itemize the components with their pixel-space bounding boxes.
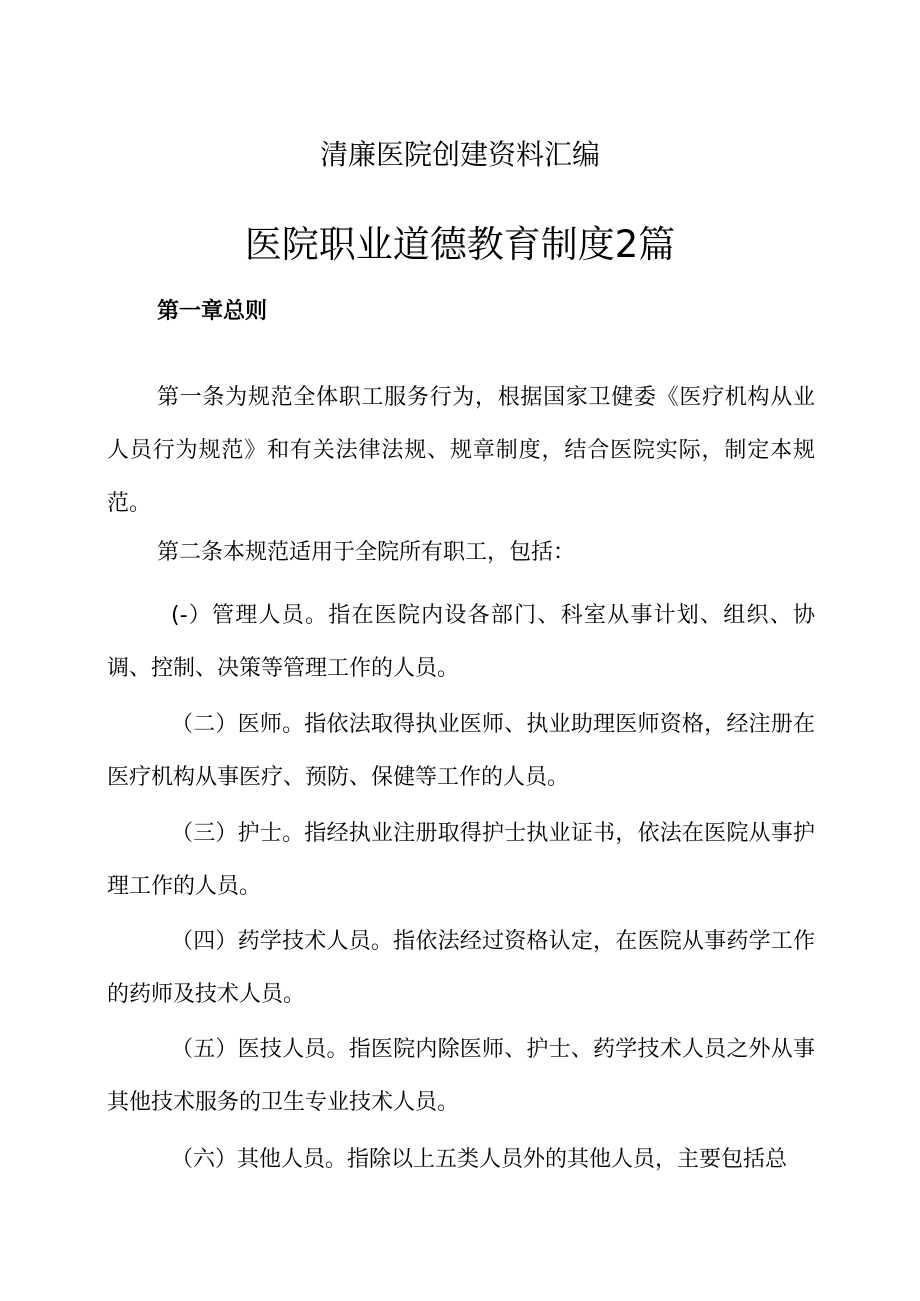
item-other-staff: （六）其他人员。指除以上五类人员外的其他人员，主要包括总 (171, 1147, 788, 1172)
article-2-paragraph: 第二条本规范适用于全院所有职工，包括： (157, 540, 576, 565)
item-physicians: （二）医师。指依法取得执业医师、执业助理医师资格，经注册在医疗机构从事医疗、预防、保健等工作的人员。 (107, 712, 815, 790)
item-medical-technicians: （五）医技人员。指医院内除医师、护士、药学技术人员之外从事其他技术服务的卫生专业技术人员。 (107, 1037, 815, 1115)
collection-header: 清廉医院创建资料汇编 (319, 138, 600, 171)
chapter-heading: 第一章总则 (157, 299, 268, 324)
item-nurses: （三）护士。指经执业注册取得护士执业证书，依法在医院从事护理工作的人员。 (107, 821, 815, 899)
item-pharmacy-staff: （四）药学技术人员。指依法经过资格认定，在医院从事药学工作的药师及技术人员。 (107, 929, 815, 1007)
item-management-staff: (-）管理人员。指在医院内设各部门、科室从事计划、组织、协调、控制、决策等管理工作的人员。 (107, 603, 815, 681)
article-1-paragraph: 第一条为规范全体职工服务行为，根据国家卫健委《医疗机构从业人员行为规范》和有关法律法规、规章制度，结合医院实际，制定本规范。 (107, 385, 815, 516)
document-title: 医院职业道德教育制度2篇 (244, 223, 676, 266)
